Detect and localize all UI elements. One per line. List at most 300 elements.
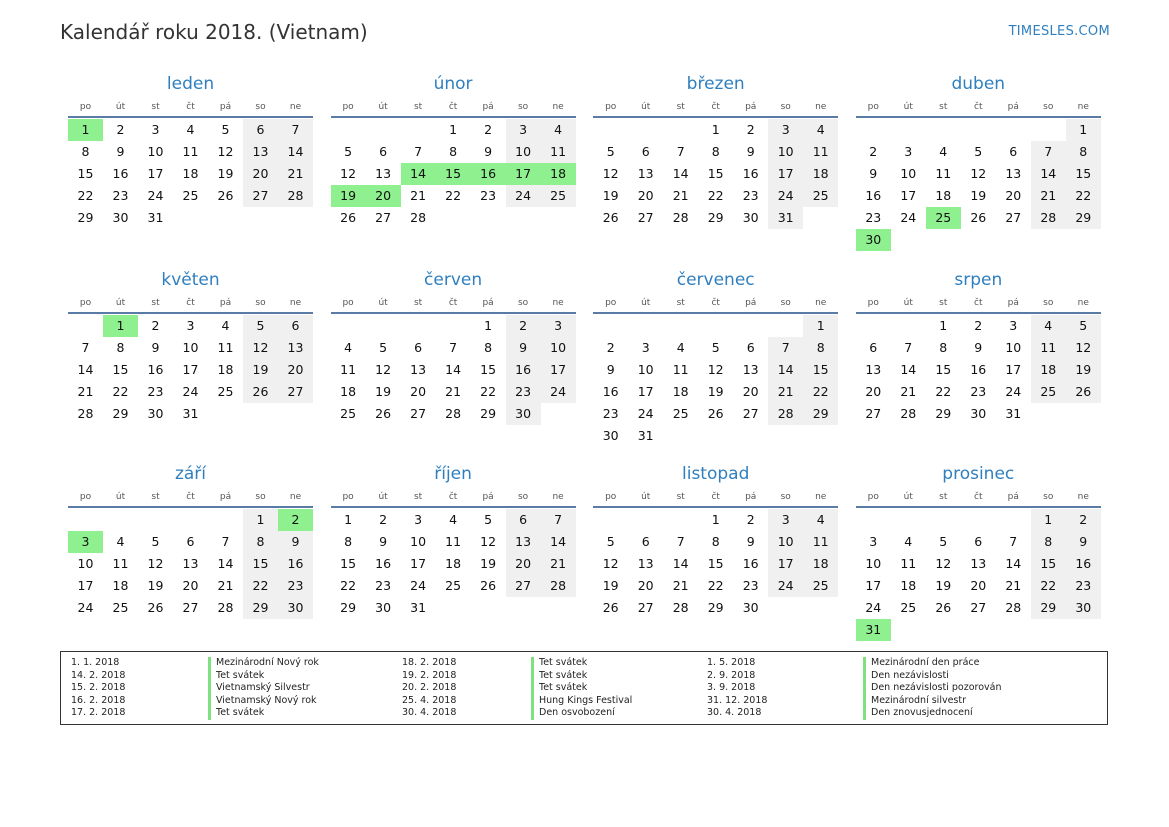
day-cell[interactable]: 25 bbox=[926, 207, 961, 229]
day-cell[interactable]: 9 bbox=[379, 534, 388, 549]
day-cell[interactable]: 17 bbox=[147, 166, 164, 181]
day-cell[interactable]: 5 bbox=[1066, 315, 1101, 337]
day-cell[interactable]: 23 bbox=[480, 188, 497, 203]
day-cell[interactable]: 31 bbox=[856, 619, 891, 641]
day-cell[interactable]: 24 bbox=[637, 406, 654, 421]
day-cell[interactable]: 3 bbox=[186, 318, 195, 333]
day-cell[interactable]: 22 bbox=[112, 384, 129, 399]
day-cell[interactable]: 13 bbox=[278, 337, 313, 359]
day-cell[interactable]: 21 bbox=[410, 188, 427, 203]
day-cell[interactable]: 20 bbox=[243, 163, 278, 185]
day-cell[interactable]: 19 bbox=[375, 384, 392, 399]
day-cell[interactable]: 29 bbox=[340, 600, 357, 615]
day-cell[interactable]: 6 bbox=[278, 315, 313, 337]
day-cell[interactable]: 12 bbox=[147, 556, 164, 571]
day-cell[interactable]: 6 bbox=[869, 340, 878, 355]
day-cell[interactable]: 8 bbox=[449, 144, 458, 159]
day-cell[interactable]: 1 bbox=[1031, 509, 1066, 531]
day-cell[interactable]: 25 bbox=[1031, 381, 1066, 403]
day-cell[interactable]: 4 bbox=[116, 534, 125, 549]
day-cell[interactable]: 12 bbox=[340, 166, 357, 181]
day-cell[interactable]: 11 bbox=[182, 144, 199, 159]
day-cell[interactable]: 28 bbox=[1005, 600, 1022, 615]
day-cell[interactable]: 15 bbox=[1031, 553, 1066, 575]
day-cell[interactable]: 6 bbox=[506, 509, 541, 531]
day-cell[interactable]: 1 bbox=[803, 315, 838, 337]
day-cell[interactable]: 19 bbox=[602, 578, 619, 593]
day-cell[interactable]: 17 bbox=[182, 362, 199, 377]
day-cell[interactable]: 14 bbox=[900, 362, 917, 377]
day-cell[interactable]: 16 bbox=[506, 359, 541, 381]
day-cell[interactable]: 26 bbox=[375, 406, 392, 421]
day-cell[interactable]: 12 bbox=[217, 144, 234, 159]
day-cell[interactable]: 24 bbox=[506, 185, 541, 207]
day-cell[interactable]: 16 bbox=[375, 556, 392, 571]
day-cell[interactable]: 18 bbox=[900, 578, 917, 593]
day-cell[interactable]: 24 bbox=[147, 188, 164, 203]
day-cell[interactable]: 9 bbox=[974, 340, 983, 355]
day-cell[interactable]: 18 bbox=[935, 188, 952, 203]
day-cell[interactable]: 22 bbox=[340, 578, 357, 593]
day-cell[interactable]: 15 bbox=[803, 359, 838, 381]
day-cell[interactable]: 4 bbox=[904, 534, 913, 549]
day-cell[interactable]: 5 bbox=[606, 534, 615, 549]
day-cell[interactable]: 4 bbox=[803, 509, 838, 531]
day-cell[interactable]: 8 bbox=[803, 337, 838, 359]
day-cell[interactable]: 22 bbox=[243, 575, 278, 597]
day-cell[interactable]: 2 bbox=[746, 122, 755, 137]
day-cell[interactable]: 9 bbox=[484, 144, 493, 159]
day-cell[interactable]: 24 bbox=[768, 575, 803, 597]
day-cell[interactable]: 11 bbox=[935, 166, 952, 181]
day-cell[interactable]: 27 bbox=[243, 185, 278, 207]
day-cell[interactable]: 17 bbox=[506, 163, 541, 185]
day-cell[interactable]: 4 bbox=[449, 512, 458, 527]
day-cell[interactable]: 19 bbox=[935, 578, 952, 593]
day-cell[interactable]: 7 bbox=[904, 340, 913, 355]
day-cell[interactable]: 1 bbox=[484, 318, 493, 333]
day-cell[interactable]: 8 bbox=[711, 144, 720, 159]
day-cell[interactable]: 15 bbox=[707, 556, 724, 571]
day-cell[interactable]: 25 bbox=[445, 578, 462, 593]
day-cell[interactable]: 10 bbox=[1005, 340, 1022, 355]
day-cell[interactable]: 9 bbox=[506, 337, 541, 359]
day-cell[interactable]: 14 bbox=[1031, 163, 1066, 185]
day-cell[interactable]: 31 bbox=[410, 600, 427, 615]
day-cell[interactable]: 23 bbox=[602, 406, 619, 421]
day-cell[interactable]: 29 bbox=[1031, 597, 1066, 619]
day-cell[interactable]: 24 bbox=[410, 578, 427, 593]
day-cell[interactable]: 10 bbox=[182, 340, 199, 355]
day-cell[interactable]: 30 bbox=[856, 229, 891, 251]
day-cell[interactable]: 10 bbox=[865, 556, 882, 571]
day-cell[interactable]: 28 bbox=[278, 185, 313, 207]
day-cell[interactable]: 11 bbox=[340, 362, 357, 377]
day-cell[interactable]: 25 bbox=[803, 575, 838, 597]
day-cell[interactable]: 14 bbox=[1005, 556, 1022, 571]
day-cell[interactable]: 15 bbox=[112, 362, 129, 377]
day-cell[interactable]: 16 bbox=[278, 553, 313, 575]
day-cell[interactable]: 15 bbox=[436, 163, 471, 185]
day-cell[interactable]: 18 bbox=[182, 166, 199, 181]
day-cell[interactable]: 17 bbox=[1005, 362, 1022, 377]
day-cell[interactable]: 22 bbox=[707, 578, 724, 593]
day-cell[interactable]: 6 bbox=[974, 534, 983, 549]
day-cell[interactable]: 28 bbox=[445, 406, 462, 421]
day-cell[interactable]: 28 bbox=[410, 210, 427, 225]
day-cell[interactable]: 12 bbox=[707, 362, 724, 377]
day-cell[interactable]: 12 bbox=[602, 556, 619, 571]
day-cell[interactable]: 18 bbox=[672, 384, 689, 399]
day-cell[interactable]: 3 bbox=[1009, 318, 1018, 333]
day-cell[interactable]: 20 bbox=[742, 384, 759, 399]
day-cell[interactable]: 30 bbox=[742, 600, 759, 615]
day-cell[interactable]: 13 bbox=[243, 141, 278, 163]
day-cell[interactable]: 30 bbox=[1066, 597, 1101, 619]
day-cell[interactable]: 18 bbox=[803, 163, 838, 185]
day-cell[interactable]: 28 bbox=[900, 406, 917, 421]
day-cell[interactable]: 28 bbox=[77, 406, 94, 421]
day-cell[interactable]: 14 bbox=[768, 359, 803, 381]
day-cell[interactable]: 4 bbox=[939, 144, 948, 159]
day-cell[interactable]: 7 bbox=[449, 340, 458, 355]
day-cell[interactable]: 1 bbox=[1066, 119, 1101, 141]
day-cell[interactable]: 4 bbox=[541, 119, 576, 141]
day-cell[interactable]: 10 bbox=[77, 556, 94, 571]
day-cell[interactable]: 26 bbox=[147, 600, 164, 615]
day-cell[interactable]: 15 bbox=[935, 362, 952, 377]
day-cell[interactable]: 25 bbox=[672, 406, 689, 421]
day-cell[interactable]: 2 bbox=[974, 318, 983, 333]
day-cell[interactable]: 27 bbox=[637, 210, 654, 225]
day-cell[interactable]: 29 bbox=[707, 210, 724, 225]
day-cell[interactable]: 30 bbox=[278, 597, 313, 619]
day-cell[interactable]: 5 bbox=[939, 534, 948, 549]
day-cell[interactable]: 6 bbox=[414, 340, 423, 355]
day-cell[interactable]: 14 bbox=[672, 166, 689, 181]
day-cell[interactable]: 1 bbox=[449, 122, 458, 137]
day-cell[interactable]: 30 bbox=[742, 210, 759, 225]
day-cell[interactable]: 29 bbox=[112, 406, 129, 421]
day-cell[interactable]: 25 bbox=[803, 185, 838, 207]
day-cell[interactable]: 25 bbox=[112, 600, 129, 615]
day-cell[interactable]: 17 bbox=[637, 384, 654, 399]
day-cell[interactable]: 27 bbox=[375, 210, 392, 225]
day-cell[interactable]: 12 bbox=[375, 362, 392, 377]
day-cell[interactable]: 15 bbox=[340, 556, 357, 571]
day-cell[interactable]: 2 bbox=[151, 318, 160, 333]
day-cell[interactable]: 25 bbox=[217, 384, 234, 399]
day-cell[interactable]: 6 bbox=[641, 144, 650, 159]
day-cell[interactable]: 29 bbox=[803, 403, 838, 425]
day-cell[interactable]: 6 bbox=[186, 534, 195, 549]
day-cell[interactable]: 24 bbox=[541, 381, 576, 403]
day-cell[interactable]: 7 bbox=[541, 509, 576, 531]
day-cell[interactable]: 13 bbox=[1005, 166, 1022, 181]
day-cell[interactable]: 22 bbox=[480, 384, 497, 399]
day-cell[interactable]: 14 bbox=[217, 556, 234, 571]
day-cell[interactable]: 6 bbox=[1009, 144, 1018, 159]
day-cell[interactable]: 6 bbox=[243, 119, 278, 141]
day-cell[interactable]: 9 bbox=[1066, 531, 1101, 553]
day-cell[interactable]: 27 bbox=[182, 600, 199, 615]
day-cell[interactable]: 19 bbox=[480, 556, 497, 571]
day-cell[interactable]: 23 bbox=[506, 381, 541, 403]
day-cell[interactable]: 26 bbox=[970, 210, 987, 225]
day-cell[interactable]: 22 bbox=[935, 384, 952, 399]
day-cell[interactable]: 18 bbox=[1031, 359, 1066, 381]
day-cell[interactable]: 21 bbox=[768, 381, 803, 403]
day-cell[interactable]: 7 bbox=[81, 340, 90, 355]
day-cell[interactable]: 14 bbox=[445, 362, 462, 377]
day-cell[interactable]: 8 bbox=[81, 144, 90, 159]
day-cell[interactable]: 9 bbox=[746, 534, 755, 549]
day-cell[interactable]: 13 bbox=[637, 556, 654, 571]
day-cell[interactable]: 19 bbox=[147, 578, 164, 593]
day-cell[interactable]: 11 bbox=[445, 534, 462, 549]
day-cell[interactable]: 9 bbox=[746, 144, 755, 159]
day-cell[interactable]: 2 bbox=[869, 144, 878, 159]
day-cell[interactable]: 22 bbox=[77, 188, 94, 203]
day-cell[interactable]: 5 bbox=[379, 340, 388, 355]
day-cell[interactable]: 22 bbox=[1066, 185, 1101, 207]
day-cell[interactable]: 16 bbox=[742, 556, 759, 571]
day-cell[interactable]: 19 bbox=[243, 359, 278, 381]
day-cell[interactable]: 16 bbox=[1066, 553, 1101, 575]
day-cell[interactable]: 4 bbox=[221, 318, 230, 333]
day-cell[interactable]: 21 bbox=[1031, 185, 1066, 207]
day-cell[interactable]: 1 bbox=[711, 512, 720, 527]
day-cell[interactable]: 9 bbox=[606, 362, 615, 377]
day-cell[interactable]: 16 bbox=[471, 163, 506, 185]
day-cell[interactable]: 17 bbox=[900, 188, 917, 203]
day-cell[interactable]: 2 bbox=[379, 512, 388, 527]
day-cell[interactable]: 20 bbox=[865, 384, 882, 399]
day-cell[interactable]: 4 bbox=[344, 340, 353, 355]
day-cell[interactable]: 20 bbox=[970, 578, 987, 593]
day-cell[interactable]: 20 bbox=[637, 578, 654, 593]
day-cell[interactable]: 17 bbox=[865, 578, 882, 593]
day-cell[interactable]: 24 bbox=[182, 384, 199, 399]
day-cell[interactable]: 6 bbox=[746, 340, 755, 355]
day-cell[interactable]: 12 bbox=[602, 166, 619, 181]
day-cell[interactable]: 25 bbox=[541, 185, 576, 207]
day-cell[interactable]: 3 bbox=[151, 122, 160, 137]
day-cell[interactable]: 19 bbox=[707, 384, 724, 399]
day-cell[interactable]: 26 bbox=[340, 210, 357, 225]
day-cell[interactable]: 16 bbox=[112, 166, 129, 181]
day-cell[interactable]: 28 bbox=[1031, 207, 1066, 229]
day-cell[interactable]: 26 bbox=[480, 578, 497, 593]
day-cell[interactable]: 23 bbox=[865, 210, 882, 225]
day-cell[interactable]: 29 bbox=[243, 597, 278, 619]
day-cell[interactable]: 24 bbox=[768, 185, 803, 207]
day-cell[interactable]: 30 bbox=[970, 406, 987, 421]
day-cell[interactable]: 20 bbox=[637, 188, 654, 203]
day-cell[interactable]: 22 bbox=[803, 381, 838, 403]
day-cell[interactable]: 9 bbox=[116, 144, 125, 159]
day-cell[interactable]: 19 bbox=[331, 185, 366, 207]
day-cell[interactable]: 5 bbox=[221, 122, 230, 137]
day-cell[interactable]: 27 bbox=[1005, 210, 1022, 225]
day-cell[interactable]: 28 bbox=[672, 210, 689, 225]
day-cell[interactable]: 25 bbox=[900, 600, 917, 615]
day-cell[interactable]: 7 bbox=[676, 144, 685, 159]
day-cell[interactable]: 2 bbox=[506, 315, 541, 337]
day-cell[interactable]: 22 bbox=[707, 188, 724, 203]
day-cell[interactable]: 23 bbox=[970, 384, 987, 399]
day-cell[interactable]: 8 bbox=[116, 340, 125, 355]
day-cell[interactable]: 21 bbox=[217, 578, 234, 593]
day-cell[interactable]: 31 bbox=[182, 406, 199, 421]
day-cell[interactable]: 23 bbox=[1066, 575, 1101, 597]
day-cell[interactable]: 24 bbox=[865, 600, 882, 615]
day-cell[interactable]: 26 bbox=[707, 406, 724, 421]
day-cell[interactable]: 27 bbox=[865, 406, 882, 421]
day-cell[interactable]: 3 bbox=[414, 512, 423, 527]
day-cell[interactable]: 11 bbox=[112, 556, 129, 571]
day-cell[interactable]: 22 bbox=[1031, 575, 1066, 597]
day-cell[interactable]: 27 bbox=[278, 381, 313, 403]
day-cell[interactable]: 14 bbox=[401, 163, 436, 185]
day-cell[interactable]: 7 bbox=[1031, 141, 1066, 163]
day-cell[interactable]: 2 bbox=[1066, 509, 1101, 531]
day-cell[interactable]: 31 bbox=[768, 207, 803, 229]
day-cell[interactable]: 7 bbox=[1009, 534, 1018, 549]
day-cell[interactable]: 4 bbox=[803, 119, 838, 141]
day-cell[interactable]: 16 bbox=[742, 166, 759, 181]
day-cell[interactable]: 3 bbox=[541, 315, 576, 337]
day-cell[interactable]: 13 bbox=[742, 362, 759, 377]
day-cell[interactable]: 12 bbox=[935, 556, 952, 571]
day-cell[interactable]: 5 bbox=[484, 512, 493, 527]
day-cell[interactable]: 2 bbox=[116, 122, 125, 137]
day-cell[interactable]: 25 bbox=[340, 406, 357, 421]
day-cell[interactable]: 20 bbox=[182, 578, 199, 593]
day-cell[interactable]: 23 bbox=[742, 188, 759, 203]
day-cell[interactable]: 5 bbox=[151, 534, 160, 549]
day-cell[interactable]: 17 bbox=[541, 359, 576, 381]
day-cell[interactable]: 21 bbox=[541, 553, 576, 575]
day-cell[interactable]: 8 bbox=[1066, 141, 1101, 163]
day-cell[interactable]: 30 bbox=[112, 210, 129, 225]
day-cell[interactable]: 21 bbox=[672, 578, 689, 593]
day-cell[interactable]: 20 bbox=[366, 185, 401, 207]
day-cell[interactable]: 5 bbox=[606, 144, 615, 159]
day-cell[interactable]: 1 bbox=[939, 318, 948, 333]
day-cell[interactable]: 26 bbox=[243, 381, 278, 403]
day-cell[interactable]: 18 bbox=[217, 362, 234, 377]
day-cell[interactable]: 20 bbox=[506, 553, 541, 575]
day-cell[interactable]: 13 bbox=[506, 531, 541, 553]
day-cell[interactable]: 27 bbox=[506, 575, 541, 597]
day-cell[interactable]: 10 bbox=[768, 531, 803, 553]
day-cell[interactable]: 14 bbox=[672, 556, 689, 571]
day-cell[interactable]: 20 bbox=[278, 359, 313, 381]
day-cell[interactable]: 11 bbox=[803, 531, 838, 553]
day-cell[interactable]: 4 bbox=[1031, 315, 1066, 337]
day-cell[interactable]: 3 bbox=[68, 531, 103, 553]
day-cell[interactable]: 30 bbox=[147, 406, 164, 421]
day-cell[interactable]: 15 bbox=[77, 166, 94, 181]
day-cell[interactable]: 27 bbox=[410, 406, 427, 421]
day-cell[interactable]: 30 bbox=[506, 403, 541, 425]
day-cell[interactable]: 2 bbox=[746, 512, 755, 527]
day-cell[interactable]: 3 bbox=[768, 509, 803, 531]
day-cell[interactable]: 18 bbox=[541, 163, 576, 185]
day-cell[interactable]: 10 bbox=[147, 144, 164, 159]
day-cell[interactable]: 5 bbox=[974, 144, 983, 159]
day-cell[interactable]: 31 bbox=[147, 210, 164, 225]
day-cell[interactable]: 27 bbox=[637, 600, 654, 615]
day-cell[interactable]: 29 bbox=[77, 210, 94, 225]
day-cell[interactable]: 17 bbox=[768, 553, 803, 575]
day-cell[interactable]: 15 bbox=[243, 553, 278, 575]
day-cell[interactable]: 1 bbox=[68, 119, 103, 141]
day-cell[interactable]: 26 bbox=[602, 210, 619, 225]
day-cell[interactable]: 11 bbox=[541, 141, 576, 163]
day-cell[interactable]: 9 bbox=[151, 340, 160, 355]
day-cell[interactable]: 18 bbox=[445, 556, 462, 571]
day-cell[interactable]: 7 bbox=[414, 144, 423, 159]
day-cell[interactable]: 26 bbox=[935, 600, 952, 615]
day-cell[interactable]: 3 bbox=[904, 144, 913, 159]
day-cell[interactable]: 11 bbox=[900, 556, 917, 571]
day-cell[interactable]: 12 bbox=[1066, 337, 1101, 359]
day-cell[interactable]: 20 bbox=[1005, 188, 1022, 203]
day-cell[interactable]: 8 bbox=[939, 340, 948, 355]
day-cell[interactable]: 23 bbox=[147, 384, 164, 399]
day-cell[interactable]: 15 bbox=[1066, 163, 1101, 185]
day-cell[interactable]: 13 bbox=[410, 362, 427, 377]
day-cell[interactable]: 4 bbox=[676, 340, 685, 355]
day-cell[interactable]: 23 bbox=[278, 575, 313, 597]
day-cell[interactable]: 19 bbox=[1066, 359, 1101, 381]
day-cell[interactable]: 12 bbox=[970, 166, 987, 181]
day-cell[interactable]: 7 bbox=[221, 534, 230, 549]
day-cell[interactable]: 1 bbox=[103, 315, 138, 337]
day-cell[interactable]: 1 bbox=[344, 512, 353, 527]
day-cell[interactable]: 12 bbox=[480, 534, 497, 549]
day-cell[interactable]: 12 bbox=[243, 337, 278, 359]
day-cell[interactable]: 25 bbox=[182, 188, 199, 203]
day-cell[interactable]: 24 bbox=[1005, 384, 1022, 399]
day-cell[interactable]: 21 bbox=[445, 384, 462, 399]
day-cell[interactable]: 31 bbox=[1005, 406, 1022, 421]
day-cell[interactable]: 10 bbox=[410, 534, 427, 549]
day-cell[interactable]: 1 bbox=[711, 122, 720, 137]
day-cell[interactable]: 26 bbox=[217, 188, 234, 203]
day-cell[interactable]: 23 bbox=[112, 188, 129, 203]
day-cell[interactable]: 28 bbox=[541, 575, 576, 597]
day-cell[interactable]: 16 bbox=[970, 362, 987, 377]
day-cell[interactable]: 11 bbox=[217, 340, 234, 355]
day-cell[interactable]: 2 bbox=[484, 122, 493, 137]
day-cell[interactable]: 21 bbox=[278, 163, 313, 185]
day-cell[interactable]: 10 bbox=[506, 141, 541, 163]
day-cell[interactable]: 5 bbox=[344, 144, 353, 159]
day-cell[interactable]: 10 bbox=[541, 337, 576, 359]
day-cell[interactable]: 11 bbox=[672, 362, 689, 377]
day-cell[interactable]: 16 bbox=[865, 188, 882, 203]
day-cell[interactable]: 29 bbox=[935, 406, 952, 421]
day-cell[interactable]: 28 bbox=[217, 600, 234, 615]
day-cell[interactable]: 27 bbox=[742, 406, 759, 421]
day-cell[interactable]: 26 bbox=[602, 600, 619, 615]
day-cell[interactable]: 15 bbox=[707, 166, 724, 181]
day-cell[interactable]: 30 bbox=[375, 600, 392, 615]
day-cell[interactable]: 23 bbox=[742, 578, 759, 593]
